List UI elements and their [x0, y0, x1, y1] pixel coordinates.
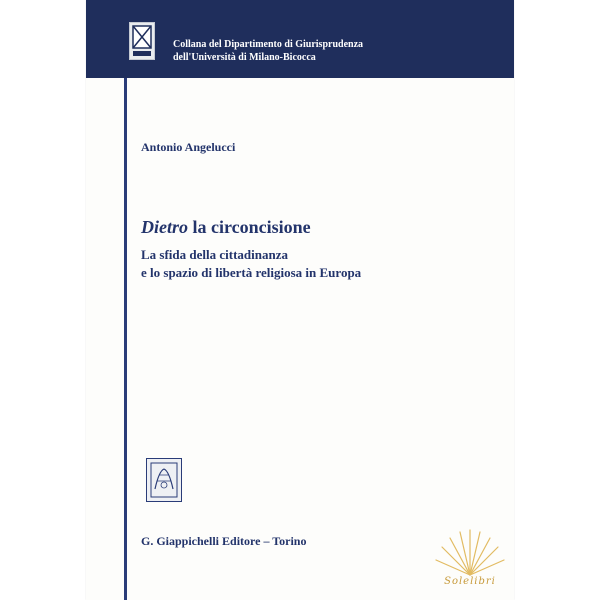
series-line-1: Collana del Dipartimento di Giurisprudenza [173, 39, 364, 50]
book-cover [86, 0, 514, 600]
series-header-band [86, 0, 514, 78]
vertical-rule [124, 78, 127, 600]
author-name: Antonio Angelucci [141, 140, 236, 154]
university-logo-icon [129, 22, 155, 60]
book-subtitle [141, 246, 361, 282]
subtitle-line-2: e lo spazio di libertà religiosa in Europa [141, 265, 362, 280]
solelibri-text: Solelibri [444, 576, 496, 587]
series-name [173, 39, 363, 64]
subtitle-line-1: La sfida della cittadinanza [141, 247, 288, 262]
publisher-name: G. Giappichelli Editore – Torino [141, 534, 307, 548]
sun-rays-icon [430, 520, 510, 578]
publisher-logo-icon [146, 458, 182, 502]
solelibri-watermark [430, 520, 510, 590]
series-line-2: dell'Università di Milano-Bicocca [173, 51, 316, 63]
book-title [141, 217, 311, 238]
title-italic: Dietro [141, 217, 188, 237]
title-rest: la circoncisione [188, 217, 311, 237]
